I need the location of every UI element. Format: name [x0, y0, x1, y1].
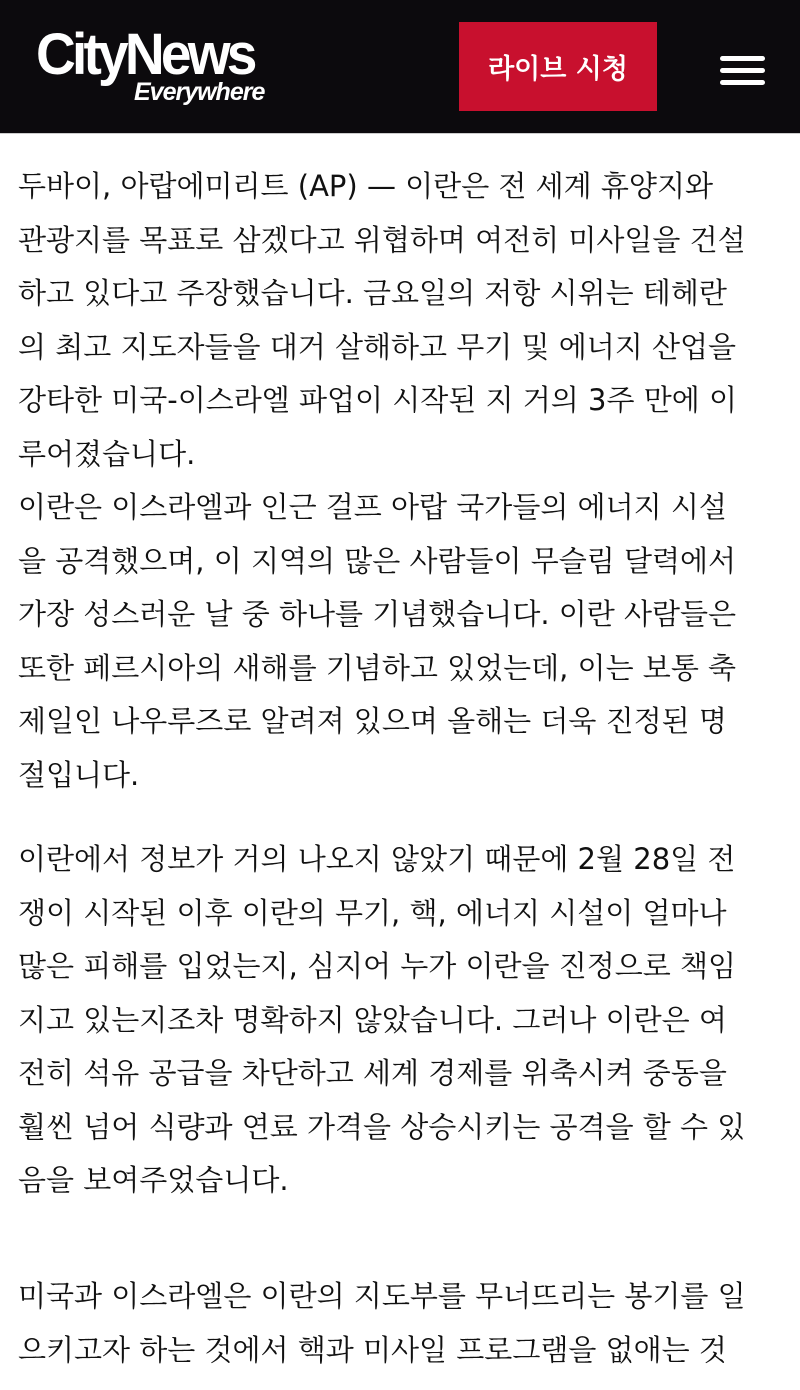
- article-line: 절입니다.: [18, 757, 140, 792]
- article-paragraph-2: [18, 833, 745, 1208]
- article-line: 쟁이 시작된 이후 이란의 무기, 핵, 에너지 시설이 얼마나: [18, 895, 727, 930]
- article-line: 제일인 나우루즈로 알려져 있으며 올해는 더욱 진정된 명: [18, 704, 727, 738]
- article-line: 가장 성스러운 날 중 하나를 기념했습니다. 이란 사람들은: [18, 597, 737, 631]
- article-line: 훨씬 넘어 식량과 연료 가격을 상승시키는 공격을 할 수 있: [18, 1109, 746, 1144]
- article-paragraph-1: [18, 160, 746, 802]
- logo-main: CityNews: [36, 22, 254, 87]
- article-line: 을 공격했으며, 이 지역의 많은 사람들이 무슬림 달력에서: [18, 543, 737, 578]
- article-line: 관광지를 목표로 삼겠다고 위협하며 여전히 미사일을 건설: [18, 222, 746, 257]
- hamburger-icon[interactable]: [720, 56, 765, 84]
- article-line: 많은 피해를 입었는지, 심지어 누가 이란을 진정으로 책임: [18, 949, 737, 983]
- article-line: 전히 석유 공급을 차단하고 세계 경제를 위축시켜 중동을: [18, 1056, 727, 1090]
- site-header: [0, 0, 800, 134]
- article-line: 이란은 이스라엘과 인근 걸프 아랍 국가들의 에너지 시설: [18, 490, 727, 524]
- logo-sub: Everywhere: [134, 78, 265, 106]
- article-line: 지고 있는지조차 명확하지 않았습니다. 그러나 이란은 여: [18, 1002, 727, 1037]
- article-line: 이란에서 정보가 거의 나오지 않았기 때문에 2월 28일 전: [18, 842, 736, 876]
- citynews-logo[interactable]: [36, 22, 265, 106]
- article-line: 미국과 이스라엘은 이란의 지도부를 무너뜨리는 봉기를 일: [18, 1279, 746, 1313]
- article-line: 루어졌습니다.: [18, 436, 196, 471]
- article-line: 하고 있다고 주장했습니다. 금요일의 저항 시위는 테헤란: [18, 276, 727, 310]
- article-line: 강타한 미국-이스라엘 파업이 시작된 지 거의 3주 만에 이: [18, 383, 737, 417]
- article-line: 의 최고 지도자들을 대거 살해하고 무기 및 에너지 산업을: [18, 329, 737, 364]
- article-line: 음을 보여주었습니다.: [18, 1163, 289, 1197]
- watch-live-button[interactable]: 라이브 시청: [459, 22, 657, 111]
- article-line: 두바이, 아랍에미리트 (AP) — 이란은 전 세계 휴양지와: [18, 169, 713, 203]
- article-line: 으키고자 하는 것에서 핵과 미사일 프로그램을 없애는 것: [18, 1332, 727, 1367]
- article-paragraph-3: [18, 1270, 746, 1377]
- article-line: 또한 페르시아의 새해를 기념하고 있었는데, 이는 보통 축: [18, 650, 737, 685]
